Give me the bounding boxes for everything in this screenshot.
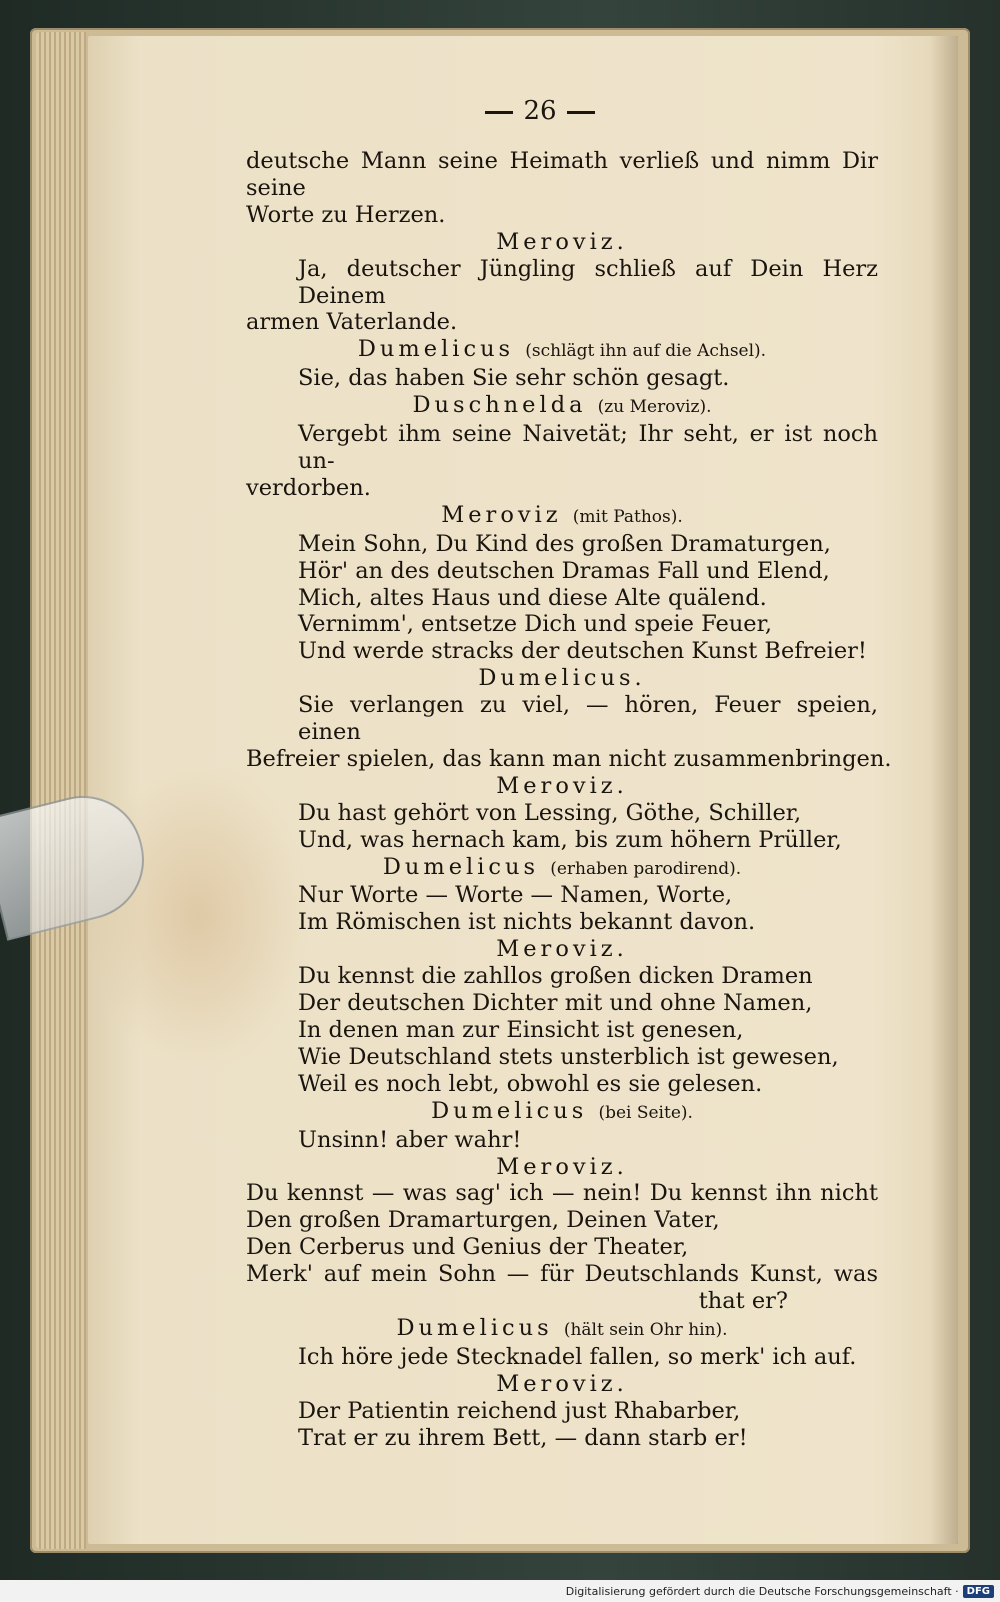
page-number-dash-right: [567, 111, 595, 114]
speaker-line: [246, 392, 878, 421]
text-line: [246, 1344, 878, 1371]
text-line: [246, 990, 878, 1017]
text-line: [246, 475, 878, 502]
line-text: Mein Sohn, Du Kind des großen Dramaturgen,: [298, 530, 831, 557]
page-number-dash-left: [485, 111, 513, 114]
text-line: [246, 531, 878, 558]
text-line: [246, 1234, 878, 1261]
dfg-logo: DFG: [963, 1585, 994, 1598]
line-text: Unsinn! aber wahr!: [298, 1126, 522, 1153]
line-text: Nur Worte — Worte — Namen, Worte,: [298, 882, 733, 909]
stage-direction: (schlägt ihn auf die Achsel).: [525, 341, 767, 362]
line-text: Im Römischen ist nichts bekannt davon.: [298, 909, 756, 936]
line-text: Weil es noch lebt, obwohl es sie gelesen.: [298, 1070, 763, 1097]
line-text: Du kennst die zahllos großen dicken Dramen: [298, 963, 813, 990]
text-line: [246, 827, 878, 854]
line-text: verdorben.: [246, 474, 371, 501]
line-text: Der deutschen Dichter mit und ohne Namen,: [298, 990, 813, 1017]
speaker-name: Dumelicus: [396, 1314, 553, 1341]
speaker-name: Meroviz.: [496, 1153, 628, 1180]
speaker-name: Meroviz.: [496, 772, 628, 799]
text-line: [246, 1017, 878, 1044]
speaker-line: [246, 229, 878, 256]
text-line: [246, 309, 878, 336]
speaker-line: [246, 1098, 878, 1127]
text-line: [246, 638, 878, 665]
stage-direction: (erhaben parodirend).: [550, 858, 742, 879]
line-text: In denen man zur Einsicht ist genesen,: [298, 1017, 744, 1043]
stage-direction: (bei Seite).: [598, 1102, 693, 1123]
text-line: [246, 1044, 878, 1071]
speaker-name: Dumelicus: [431, 1097, 588, 1124]
line-text: Du hast gehört von Lessing, Göthe, Schiller,: [298, 799, 802, 826]
text-line: [246, 963, 878, 990]
text-line: [246, 745, 892, 773]
text-line: [246, 1180, 878, 1207]
text-line: [246, 1127, 878, 1154]
speaker-name: Meroviz.: [496, 228, 628, 255]
text-line: [246, 1261, 878, 1288]
text-line: [246, 1071, 878, 1098]
text-line: [246, 1288, 878, 1315]
page-number: [0, 96, 1000, 126]
text-line: [246, 800, 878, 827]
stage-direction: (hält sein Ohr hin).: [563, 1319, 728, 1340]
line-text: Der Patientin reichend just Rhabarber,: [298, 1397, 741, 1424]
speaker-line: [246, 1154, 878, 1181]
line-text: Ich höre jede Stecknadel fallen, so merk' ich auf.: [298, 1343, 857, 1370]
line-text: Hör' an des deutschen Dramas Fall und Elend,: [298, 557, 830, 584]
page-number-value: 26: [523, 96, 557, 126]
footer-credit: Digitalisierung gefördert durch die Deutsche Forschungsgemeinschaft ·: [565, 1584, 959, 1598]
line-text: Den Cerberus und Genius der Theater,: [246, 1234, 689, 1261]
line-text: Merk' auf mein Sohn — für Deutschlands Kunst, was: [246, 1261, 878, 1288]
speaker-line: [246, 502, 878, 531]
speaker-name: Duschnelda: [412, 392, 587, 419]
text-line: [246, 202, 878, 229]
line-text: Trat er zu ihrem Bett, — dann starb er!: [298, 1424, 748, 1451]
line-text: that er?: [698, 1288, 788, 1315]
speaker-line: [246, 665, 878, 692]
text-line: [246, 585, 878, 612]
text-line: [246, 692, 878, 746]
line-text: Vergebt ihm seine Naivetät; Ihr seht, er ist noch un-: [298, 421, 878, 474]
line-text: deutsche Mann seine Heimath verließ und nimm Dir seine: [246, 148, 878, 201]
text-line: [246, 558, 878, 585]
speaker-name: Meroviz.: [496, 936, 628, 963]
speaker-line: [246, 773, 878, 800]
line-text: Sie verlangen zu viel, — hören, Feuer speien, einen: [298, 692, 878, 746]
speaker-line: [246, 936, 878, 963]
speaker-name: Dumelicus: [357, 336, 515, 363]
speaker-line: [246, 1371, 878, 1398]
text-line: [246, 1207, 878, 1234]
line-text: Wie Deutschland stets unsterblich ist gewesen,: [298, 1043, 839, 1070]
text-line: [246, 1425, 878, 1452]
speaker-name: Meroviz.: [496, 1370, 628, 1397]
line-text: Befreier spielen, das kann man nicht zusammenbringen.: [246, 745, 892, 772]
line-text: Und werde stracks der deutschen Kunst Befreier!: [298, 638, 867, 665]
footer-bar: [0, 1580, 1000, 1602]
stage-direction: (mit Pathos).: [572, 506, 683, 527]
line-text: Sie, das haben Sie sehr schön gesagt.: [298, 365, 730, 392]
page-text: [246, 148, 892, 1452]
speaker-name: Dumelicus.: [478, 665, 646, 692]
line-text: Worte zu Herzen.: [246, 201, 446, 228]
text-line: [246, 909, 878, 936]
line-text: Mich, altes Haus und diese Alte quälend.: [298, 584, 767, 611]
speaker-name: Meroviz: [441, 501, 562, 528]
page-gutter-shadow: [930, 36, 958, 1544]
speaker-line: [246, 854, 878, 883]
line-text: Ja, deutscher Jüngling schließ auf Dein Herz Deinem: [298, 255, 878, 309]
text-line: [246, 611, 878, 638]
text-line: [246, 421, 878, 475]
text-line: [246, 1398, 878, 1425]
text-line: [246, 148, 878, 202]
text-line: [246, 256, 878, 310]
line-text: Vernimm', entsetze Dich und speie Feuer,: [298, 611, 773, 638]
line-text: Den großen Dramarturgen, Deinen Vater,: [246, 1207, 720, 1234]
stage-direction: (zu Meroviz).: [597, 397, 712, 418]
speaker-line: [246, 336, 878, 365]
text-line: [246, 882, 878, 909]
line-text: Und, was hernach kam, bis zum höhern Prüller,: [298, 826, 842, 853]
text-line: [246, 365, 878, 392]
speaker-name: Dumelicus: [382, 853, 540, 880]
line-text: Du kennst — was sag' ich — nein! Du kennst ihn nicht: [246, 1180, 878, 1207]
line-text: armen Vaterlande.: [246, 309, 458, 336]
speaker-line: [246, 1315, 878, 1344]
